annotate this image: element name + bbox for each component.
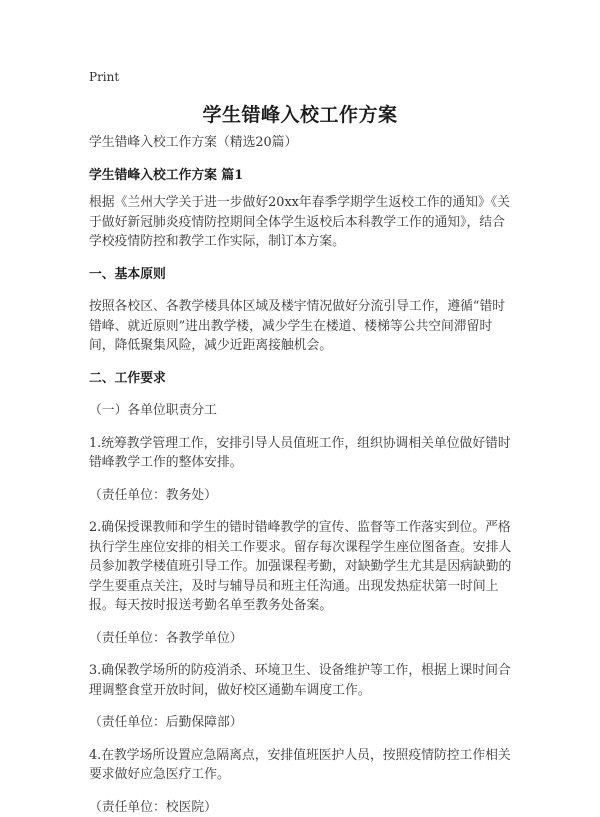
document-body [89,133,517,817]
requirement-item-4: 4.在教学场所设置应急隔离点，安排值班医护人员，按照疫情防控工作相关要求做好应急医疗工作。 [89,746,517,785]
section-heading-principles: 一、基本原则 [89,265,517,285]
document-title: 学生错峰入校工作方案 [0,100,600,127]
section-heading-requirements: 二、工作要求 [89,369,517,389]
document-subtitle: 学生错峰入校工作方案（精选20篇） [89,133,517,153]
responsible-unit-3: （责任单位：后勤保障部） [89,713,517,733]
article-heading: 学生错峰入校工作方案 篇1 [89,166,517,186]
subsection-heading-duties: （一）各单位职责分工 [89,401,517,421]
intro-paragraph: 根据《兰州大学关于进一步做好20xx年春季学期学生返校工作的通知》《关于做好新冠肺炎疫情防控期间全体学生返校后本科教学工作的通知》，结合学校疫情防控和教学工作实际，制订本方案。 [89,193,517,252]
responsible-unit-4: （责任单位：校医院） [89,798,517,817]
requirement-item-3: 3.确保教学场所的防疫消杀、环境卫生、设备维护等工作，根据上课时间合理调整食堂开放时间，做好校区通勤车调度工作。 [89,661,517,700]
principles-paragraph: 按照各校区、各教学楼具体区域及楼宇情况做好分流引导工作，遵循“错时错峰、就近原则”进出教学楼，减少学生在楼道、楼梯等公共空间滞留时间，降低聚集风险，减少近距离接触机会。 [89,297,517,356]
print-label[interactable]: Print [89,70,119,84]
requirement-item-1: 1.统筹教学管理工作，安排引导人员值班工作，组织协调相关单位做好错时错峰教学工作的整体安排。 [89,434,517,473]
responsible-unit-2: （责任单位：各教学单位） [89,629,517,649]
requirement-item-2: 2.确保授课教师和学生的错时错峰教学的宣传、监督等工作落实到位。严格执行学生座位安排的相关工作要求。留存每次课程学生座位图备查。安排人员参加教学楼值班引导工作。加强课程考勤，对缺勤学生尤其是因病缺勤的学生要重点关注，及时与辅导员和班主任沟通。出现发热症状第一时间上报。每天按时报送考勤名单至教务处备案。 [89,518,517,616]
responsible-unit-1: （责任单位：教务处） [89,486,517,506]
